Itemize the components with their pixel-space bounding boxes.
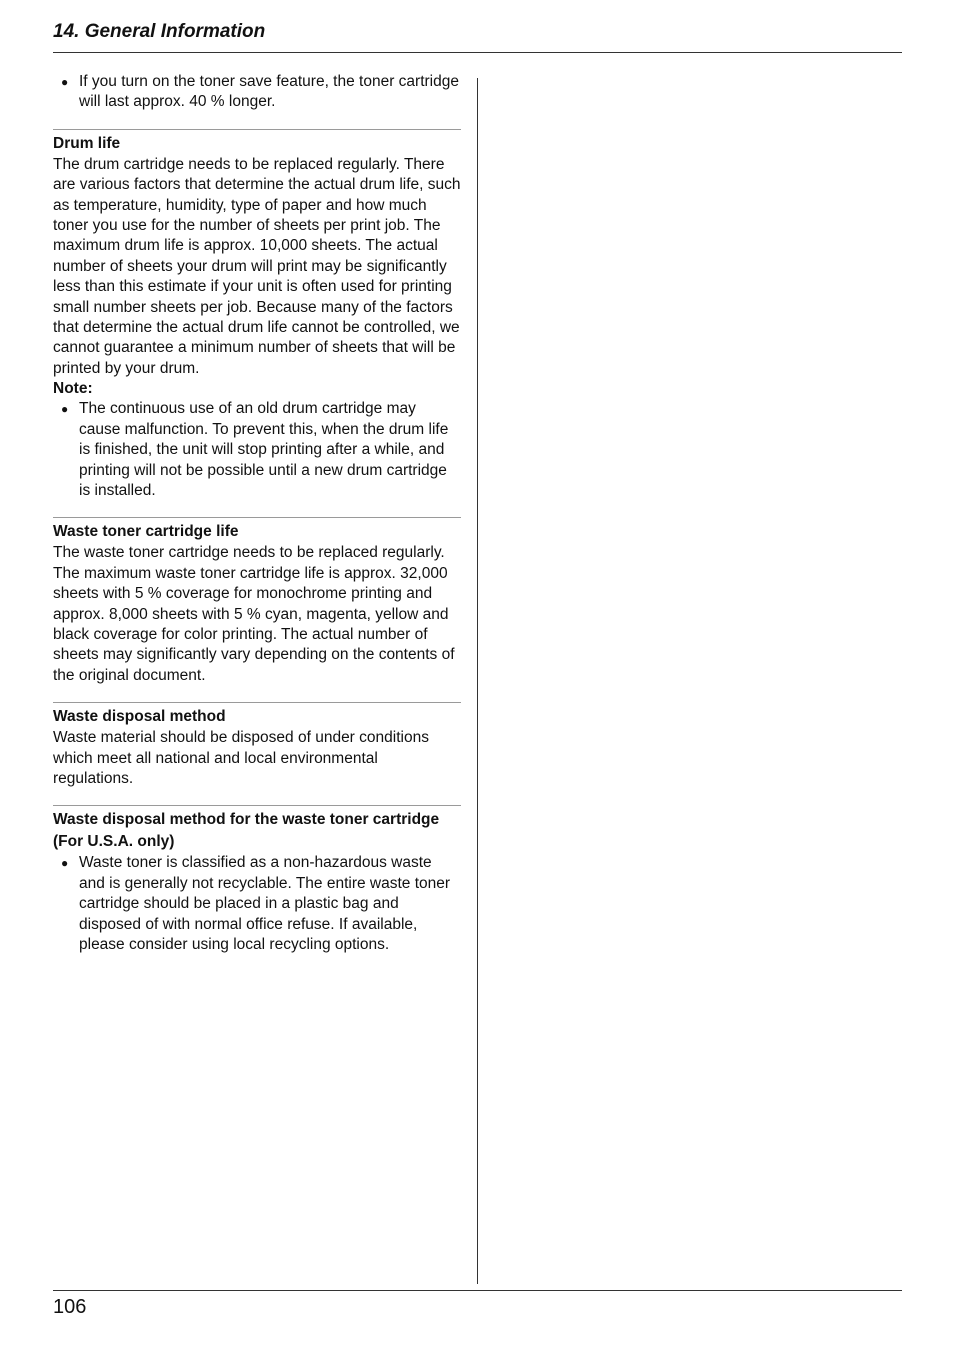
waste-disposal-usa-heading: Waste disposal method for the waste toner cartridge (For U.S.A. only) [53, 811, 440, 851]
waste-toner-life-section [53, 517, 461, 686]
page-title: 14. General Information [53, 21, 266, 42]
page-footer [53, 1290, 902, 1318]
drum-note-text: The continuous use of an old drum cartridge may cause malfunction. To prevent this, when the drum life is finished, the unit will stop printing after a while, and printing will not be possible until a new drum cartridge is installed. [79, 400, 449, 499]
drum-note-label: Note: [53, 380, 93, 398]
waste-disposal-heading: Waste disposal method [53, 708, 226, 726]
page-header [53, 18, 902, 53]
bullet-icon: ● [61, 75, 69, 89]
waste-disposal-usa-section [53, 805, 461, 955]
waste-toner-life-heading: Waste toner cartridge life [53, 523, 239, 541]
column-divider [477, 78, 478, 1284]
drum-life-section [53, 129, 461, 502]
page-number: 106 [53, 1296, 87, 1318]
drum-note-bullet [53, 399, 461, 501]
toner-save-text: If you turn on the toner save feature, the toner cartridge will last approx. 40 % longer. [79, 73, 459, 111]
bullet-icon: ● [61, 856, 69, 871]
toner-save-bullet [53, 72, 461, 113]
waste-disposal-usa-text: Waste toner is classified as a non-hazardous waste and is generally not recyclable. The entire waste toner cartridge should be placed in a plastic bag and disposed of with normal office refuse. If available, please consider using local recycling options. [79, 854, 451, 953]
waste-disposal-section [53, 702, 461, 789]
left-column [53, 72, 461, 955]
drum-life-heading: Drum life [53, 134, 121, 152]
waste-toner-life-body: The waste toner cartridge needs to be replaced regularly. The maximum waste toner cartridge life is approx. 32,000 sheets with 5 % coverage for monochrome printing and approx. 8,000 sheets with 5 % cyan, magenta, yellow and black coverage for color printing. The actual number of sheets may significantly vary depending on the contents of the original document. [53, 544, 455, 684]
bullet-icon: ● [61, 402, 69, 417]
waste-disposal-body: Waste material should be disposed of under conditions which meet all national and local environmental regulations. [53, 729, 429, 787]
waste-disposal-usa-bullet [53, 853, 461, 955]
drum-life-body: The drum cartridge needs to be replaced regularly. There are various factors that determine the actual drum life, such as temperature, humidity, type of paper and how much toner you use for the number of sheets per print job. The maximum drum life is approx. 10,000 sheets. The actual number of sheets your drum will print may be significantly less than this estimate if your unit is often used for printing small number sheets per job. Because many of the factors that determine the actual drum life cannot be controlled, we cannot guarantee a minimum number of sheets that will be printed by your drum. [53, 155, 461, 377]
